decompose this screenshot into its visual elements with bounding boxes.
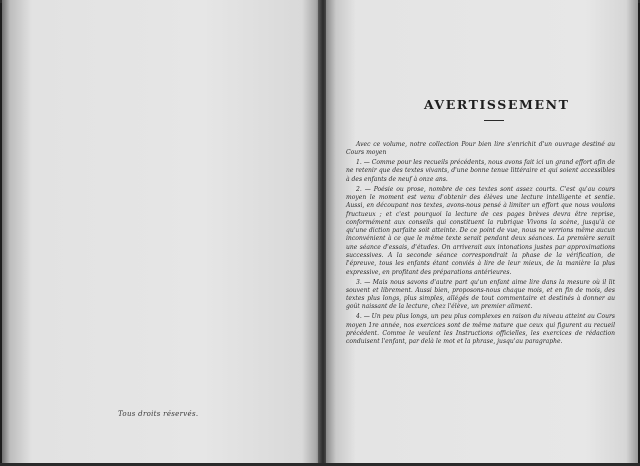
page-title: AVERTISSEMENT <box>424 97 570 112</box>
paragraph-4: 4. — Un peu plus longs, un peu plus complexes en raison du niveau atteint au Cours moyen 1re année, nos exercices sont de même nature que ceux qui figurent au recueil précédent. Comme le veulent les Instructions officielles, les exercices de rédaction conduisent l'enfant, par delà le mot et la phrase, jusqu'au paragraphe. <box>346 313 615 346</box>
paragraph-intro: Avec ce volume, notre collection Pour bien lire s'enrichit d'un ouvrage destiné au Cours moyen <box>346 141 615 157</box>
title-rule <box>484 120 504 121</box>
rights-notice: Tous droits réservés. <box>118 410 199 418</box>
paragraph-1: 1. — Comme pour les recueils précédents, nous avons fait ici un grand effort afin de ne retenir que des textes vivants, d'une bonne tenue littéraire et qui soient accessibles à des enfants de neuf à onze ans. <box>346 159 615 183</box>
paragraph-3: 3. — Mais nous savons d'autre part qu'un enfant aime lire dans la mesure où il lit souvent et librement. Aussi bien, proposons-nous chaque mois, et en fin de mois, des textes plus longs, plus simples, allégés de tout commentaire et destinés à donner au goût naissant de la lecture, chez l'élève, un premier aliment. <box>346 278 615 311</box>
left-page <box>2 0 320 466</box>
foreword-text <box>346 141 615 348</box>
paragraph-2: 2. — Poésie ou prose, nombre de ces textes sont assez courts. C'est qu'au cours moyen le moment est venu d'obtenir des élèves une lecture intelligente et sentie. Aussi, en découpant nos textes, avons-nous pensé à limiter un effort que nous voulons fructueux ; et c'est pourquoi la lecture de ces pages brèves devra être reprise, conformément aux conseils qui constituent la rubrique Vivons la scène, jusqu'à ce qu'une diction parfaite soit atteinte. De ce point de vue, nous ne verrions même aucun inconvénient à ce que le même texte serait pendant deux séances. La première serait une séance d'essais, d'études. On arriverait aux intonations justes par approximations successives. A la seconde séance correspondrait la phase de la vérification, de l'épreuve, tous les enfants étant conviés à lire de leur mieux, de la manière la plus expressive, en profitant des préparations antérieures. <box>346 185 615 276</box>
